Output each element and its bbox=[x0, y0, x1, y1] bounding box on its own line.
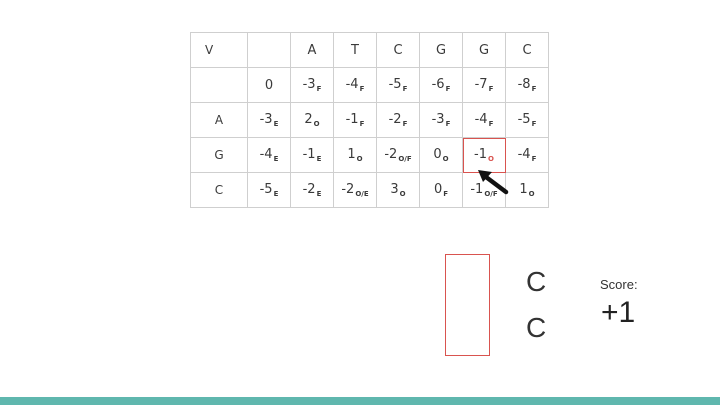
arrow-icon bbox=[474, 167, 510, 195]
cell-value: -5 bbox=[388, 77, 402, 92]
cell-value: -2 bbox=[384, 147, 398, 162]
cell-trace-label: O/E bbox=[355, 190, 369, 198]
cell-value: 0 bbox=[433, 182, 443, 197]
score-cell bbox=[377, 68, 420, 103]
score-cell bbox=[377, 138, 420, 173]
cell-trace-label: E bbox=[316, 190, 322, 198]
cell-trace-label: O bbox=[356, 155, 363, 163]
score-cell bbox=[506, 138, 549, 173]
row-header: A bbox=[191, 103, 248, 138]
cell-value: -4 bbox=[259, 147, 273, 162]
cell-trace-label: F bbox=[488, 120, 494, 128]
cell-trace-label: F bbox=[359, 85, 365, 93]
score-cell bbox=[463, 103, 506, 138]
score-cell bbox=[291, 103, 334, 138]
cell-trace-label: F bbox=[445, 85, 451, 93]
score-cell bbox=[248, 138, 291, 173]
score-cell bbox=[506, 173, 549, 208]
cell-value: 2 bbox=[304, 112, 313, 127]
cell-value: -1 bbox=[474, 147, 487, 162]
header-row bbox=[191, 33, 549, 68]
cell-value: -1 bbox=[302, 147, 316, 162]
score-cell bbox=[334, 173, 377, 208]
cell-trace-label: E bbox=[316, 155, 322, 163]
cell-trace-label: F bbox=[402, 120, 408, 128]
cell-value: -4 bbox=[345, 77, 359, 92]
cell-value: -2 bbox=[302, 182, 316, 197]
score-label: Score: bbox=[600, 277, 638, 292]
alignment-box bbox=[445, 254, 490, 356]
cell-value: 1 bbox=[519, 182, 528, 197]
row-header: G bbox=[191, 138, 248, 173]
alignment-letter-top: C bbox=[526, 266, 547, 297]
score-cell bbox=[248, 68, 291, 103]
column-header: C bbox=[377, 33, 420, 68]
cell-trace-label: F bbox=[445, 120, 451, 128]
cell-value: -7 bbox=[474, 77, 488, 92]
table-row bbox=[191, 68, 549, 103]
cell-value: -5 bbox=[259, 182, 273, 197]
cell-trace-label: O bbox=[488, 155, 494, 163]
cell-trace-label: F bbox=[531, 85, 537, 93]
cell-trace-label: F bbox=[488, 85, 494, 93]
bottom-accent-bar bbox=[0, 397, 720, 405]
column-header: C bbox=[506, 33, 549, 68]
score-cell bbox=[506, 103, 549, 138]
cell-trace-label: F bbox=[531, 155, 537, 163]
score-cell bbox=[248, 173, 291, 208]
cell-value: -3 bbox=[431, 112, 445, 127]
header-empty-cell bbox=[248, 33, 291, 68]
score-cell bbox=[377, 103, 420, 138]
score-cell bbox=[334, 68, 377, 103]
cell-value: -1 bbox=[345, 112, 359, 127]
cell-trace-label: F bbox=[402, 85, 408, 93]
row-header bbox=[191, 68, 248, 103]
row-header: C bbox=[191, 173, 248, 208]
column-header: A bbox=[291, 33, 334, 68]
cell-value: -5 bbox=[517, 112, 531, 127]
cell-trace-label: E bbox=[273, 155, 279, 163]
cell-trace-label: F bbox=[359, 120, 365, 128]
cell-value: -3 bbox=[259, 112, 273, 127]
cell-value: 0 bbox=[433, 147, 442, 162]
score-cell bbox=[420, 68, 463, 103]
cell-trace-label: E bbox=[273, 120, 279, 128]
score-cell bbox=[506, 68, 549, 103]
cell-trace-label: F bbox=[443, 190, 449, 198]
cell-value: -6 bbox=[431, 77, 445, 92]
cell-trace-label: O bbox=[313, 120, 320, 128]
cell-value: -2 bbox=[388, 112, 402, 127]
cell-value: -1 bbox=[470, 182, 484, 197]
score-cell bbox=[248, 103, 291, 138]
cell-trace-label: O/F bbox=[398, 155, 412, 163]
score-cell bbox=[334, 138, 377, 173]
table-row bbox=[191, 103, 549, 138]
score-value: +1 bbox=[601, 296, 636, 329]
cell-value: 0 bbox=[264, 77, 274, 93]
cell-value: -8 bbox=[517, 77, 531, 92]
cell-value: -3 bbox=[302, 77, 316, 92]
cell-trace-label: O bbox=[399, 190, 406, 198]
cell-trace-label: F bbox=[531, 120, 537, 128]
cell-value: -4 bbox=[474, 112, 488, 127]
score-cell bbox=[291, 138, 334, 173]
corner-label: V bbox=[191, 33, 248, 68]
cell-value: -2 bbox=[341, 182, 355, 197]
score-cell bbox=[377, 173, 420, 208]
cell-value: 1 bbox=[347, 147, 356, 162]
cell-value: 3 bbox=[390, 182, 399, 197]
score-cell bbox=[291, 68, 334, 103]
column-header: G bbox=[463, 33, 506, 68]
column-header: T bbox=[334, 33, 377, 68]
score-cell bbox=[334, 103, 377, 138]
cell-trace-label: O/F bbox=[484, 190, 498, 198]
score-cell bbox=[463, 68, 506, 103]
cell-trace-label: F bbox=[316, 85, 322, 93]
score-cell bbox=[420, 173, 463, 208]
cell-trace-label: E bbox=[273, 190, 279, 198]
cell-value: -4 bbox=[517, 147, 531, 162]
alignment-letter-bottom: C bbox=[526, 312, 547, 343]
column-header: G bbox=[420, 33, 463, 68]
cell-trace-label: O bbox=[528, 190, 535, 198]
score-cell bbox=[420, 138, 463, 173]
score-cell bbox=[420, 103, 463, 138]
score-cell bbox=[291, 173, 334, 208]
cell-trace-label: O bbox=[442, 155, 449, 163]
